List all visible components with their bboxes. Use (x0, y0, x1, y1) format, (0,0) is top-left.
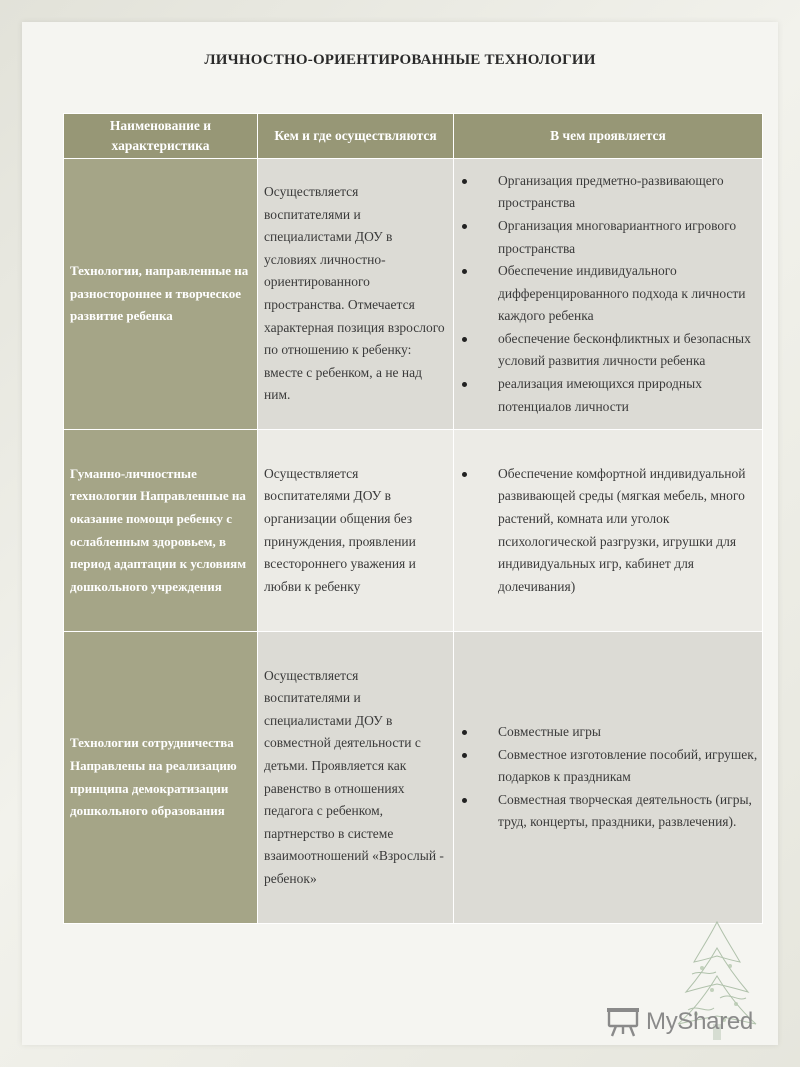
list-item: Совместная творческая деятельность (игры, труд, концерты, праздники, развлечения). (460, 789, 758, 834)
list-item: Обеспечение комфортной индивидуальной развивающей среды (мягкая мебель, много растений, комната или уголок психологической разгрузки, игрушки для индивидуальных игр, кабинет для долечивания) (460, 463, 758, 599)
list-item: Организация предметно-развивающего пространства (460, 170, 758, 215)
row-name-cell: Технологии, направленные на разностороннее и творческое развитие ребенка (64, 159, 258, 430)
row-who-cell: Осуществляется воспитателями и специалистами ДОУ в совместной деятельности с детьми. Проявляется как равенство в отношениях педагога с ребенком, партнерство в системе взаимоотношений «Взрослый - ребенок» (258, 632, 454, 924)
bullet-icon (462, 224, 467, 229)
list-item: Совместные игры (460, 721, 758, 744)
bullet-icon (462, 798, 467, 803)
bullet-icon (462, 472, 467, 477)
watermark-text: MyShared (646, 1008, 753, 1035)
bullet-icon (462, 179, 467, 184)
points-list (460, 463, 758, 599)
technologies-table (63, 113, 763, 924)
table-row (64, 430, 763, 632)
table-row (64, 159, 763, 430)
list-item: реализация имеющихся природных потенциалов личности (460, 373, 758, 418)
row-how-cell (454, 430, 763, 632)
row-who-cell: Осуществляется воспитателями ДОУ в организации общения без принуждения, проявлении всестороннего уважения и любви к ребенку (258, 430, 454, 632)
list-item: Совместное изготовление пособий, игрушек, подарков к праздникам (460, 744, 758, 789)
header-how: В чем проявляется (454, 114, 763, 159)
header-who: Кем и где осуществляются (258, 114, 454, 159)
row-who-cell: Осуществляется воспитателями и специалистами ДОУ в условиях личностно-ориентированного пространства. Отмечается характерная позиция взрослого по отношению к ребенку: вместе с ребенком, а не над ним. (258, 159, 454, 430)
presentation-board-icon (606, 1007, 640, 1037)
myshared-watermark (606, 1004, 753, 1040)
row-name-cell: Гуманно-личностные технологии Направленные на оказание помощи ребенку с ослабленным здоровьем, в период адаптации к условиям дошкольного учреждения (64, 430, 258, 632)
bullet-icon (462, 753, 467, 758)
list-item: Обеспечение индивидуального дифференцированного подхода к личности каждого ребенка (460, 260, 758, 328)
page-title: ЛИЧНОСТНО-ОРИЕНТИРОВАННЫЕ ТЕХНОЛОГИИ (204, 52, 596, 68)
header-name: Наименование и характеристика (64, 114, 258, 159)
row-name-cell: Технологии сотрудничества Направлены на реализацию принципа демократизации дошкольного образования (64, 632, 258, 924)
row-how-cell (454, 632, 763, 924)
points-list (460, 170, 758, 419)
row-how-cell (454, 159, 763, 430)
points-list (460, 721, 758, 834)
bullet-icon (462, 382, 467, 387)
bullet-icon (462, 337, 467, 342)
table-row (64, 632, 763, 924)
list-item: Организация многовариантного игрового пространства (460, 215, 758, 260)
bullet-icon (462, 730, 467, 735)
bullet-icon (462, 269, 467, 274)
list-item: обеспечение бесконфликтных и безопасных условий развития личности ребенка (460, 328, 758, 373)
table-header-row (64, 114, 763, 159)
